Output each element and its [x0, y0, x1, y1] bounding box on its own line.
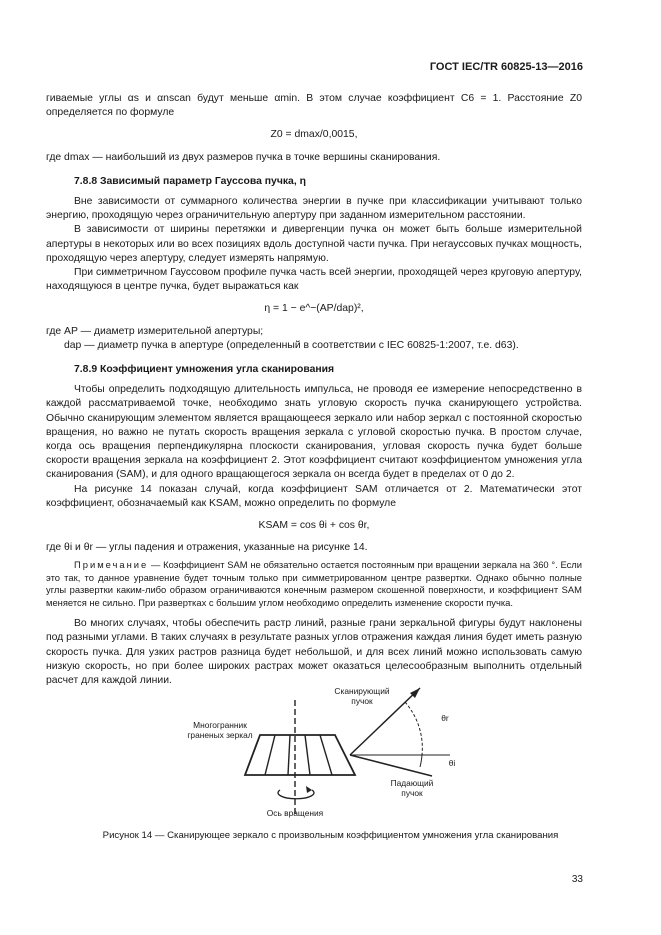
- mirror-polygon: [245, 735, 355, 775]
- paragraph: В зависимости от ширины перетяжки и дивергенции пучка он может быть больше измерительной апертуры в некоторых или во всех позициях вдоль доступной части пучка. При негауссовых пучках мощность, проходящую через апертуру, следует измерять напрямую.: [46, 224, 582, 264]
- formula: KSAM = cos θi + cos θr,: [258, 520, 370, 532]
- mirror-facet-line: [305, 735, 310, 775]
- paragraph: dap — диаметр пучка в апертуре (определенный в соответствии с IEC 60825-1:2007, т.е. d63).: [64, 339, 519, 351]
- label-theta-i: θi: [448, 758, 456, 768]
- mirror-facet-line: [320, 735, 332, 775]
- note-text: — Коэффициент SAM не обязательно остается постоянным при вращении зеркала на 360 °. Если это так, то данное уравнение будет точным только при симметрированном центре развертки. Однако обычно полные углы развертки каким-либо образом ограничиваются конечным размером скошенной поверхности, и коэффициент SAM меняется не сильно. При развертках с большим углом необходимо определить изменение скорости пучка.: [46, 559, 582, 608]
- body-text: [46, 92, 582, 688]
- mirror-facet-line: [265, 735, 275, 775]
- paragraph: На рисунке 14 показан случай, когда коэффициент SAM отличается от 2. Математически этот коэффициент, обозначаемый как KSAM, можно определить по формуле: [46, 483, 582, 509]
- theta-i-arc: [420, 755, 422, 767]
- paragraph: гиваемые углы αs и αnscan будут меньше αmin. В этом случае коэффициент C6 = 1. Расстояние Z0 определяется по формуле: [46, 93, 582, 119]
- section-heading: 7.8.8 Зависимый параметр Гауссова пучка, η: [74, 175, 306, 187]
- mirror-facet-line: [288, 735, 290, 775]
- note: [46, 559, 582, 609]
- label-mirror: Многогранник граненых зеркал: [187, 720, 253, 740]
- paragraph: где AP — диаметр измерительной апертуры;: [46, 325, 264, 337]
- label-scanning-beam: Сканирующий пучок: [334, 686, 390, 706]
- formula: Z0 = dmax/0,0015,: [270, 129, 358, 141]
- label-theta-r: θr: [441, 713, 449, 723]
- paragraph: где θi и θr — углы падения и отражения, указанные на рисунке 14.: [46, 542, 368, 554]
- rotation-arrowhead: [306, 786, 312, 793]
- section-heading: 7.8.9 Коэффициент умножения угла сканирования: [74, 364, 335, 376]
- mirror-diagram: [160, 680, 460, 820]
- figure-14: [160, 680, 460, 820]
- theta-r-arc: [405, 702, 422, 755]
- paragraph: Во многих случаях, чтобы обеспечить растр линий, разные грани зеркальной фигуры будут наклонены под разными углами. В таких случаях в результате разных углов отражения каждая линия будет иметь разную скорость пучка. Для узких растров разница будет небольшой, и для всех линий можно использовать самую низкую скорость, но при более широких растрах может оказаться целесообразным выполнить отдельный расчет для каждой линии.: [46, 618, 582, 686]
- paragraph: Чтобы определить подходящую длительность импульса, не проводя ее измерение непосредственно в каждой рассматриваемой точке, необходимо знать угловую скорость пучка сканирующего устройства. Обычно сканирующим элементом является вращающееся зеркало или набор зеркал с постоянной скоростью вращения, но важно не путать скорость вращения зеркала с угловой скоростью пучка. В простом случае, когда ось вращения перпендикулярна плоскости сканирования, угловая скорость пучка будет больше скорости вращения зеркала на коэффициент 2. Этот коэффициент считают коэффициентом умножения угла сканирования (SAM), и для одного вращающегося зеркала он всегда будет в пределах от 0 до 2.: [46, 384, 582, 481]
- incident-beam-line: [350, 755, 432, 776]
- doc-header: ГОСТ IEC/TR 60825-13—2016: [429, 61, 583, 73]
- paragraph: При симметричном Гауссовом профиле пучка часть всей энергии, проходящей через круговую апертуру, находящуюся в центре пучка, будет выражаться как: [46, 267, 582, 293]
- note-label: Примечание: [74, 559, 149, 571]
- label-incident-beam: Падающий пучок: [390, 778, 434, 798]
- label-rotation-axis: Ось вращения: [266, 808, 324, 818]
- paragraph: Вне зависимости от суммарного количества энергии в пучке при классификации учитывают только энергию, проходящую через ограничительную апертуру при заданном измерительном расстоянии.: [46, 196, 582, 222]
- page-number: 33: [571, 874, 583, 885]
- paragraph: где dmax — наибольший из двух размеров пучка в точке вершины сканирования.: [46, 151, 441, 163]
- figure-caption: Рисунок 14 — Сканирующее зеркало с произвольным коэффициентом умножения угла сканирования: [102, 830, 559, 841]
- formula: η = 1 − e^−(AP/dap)²,: [264, 303, 364, 315]
